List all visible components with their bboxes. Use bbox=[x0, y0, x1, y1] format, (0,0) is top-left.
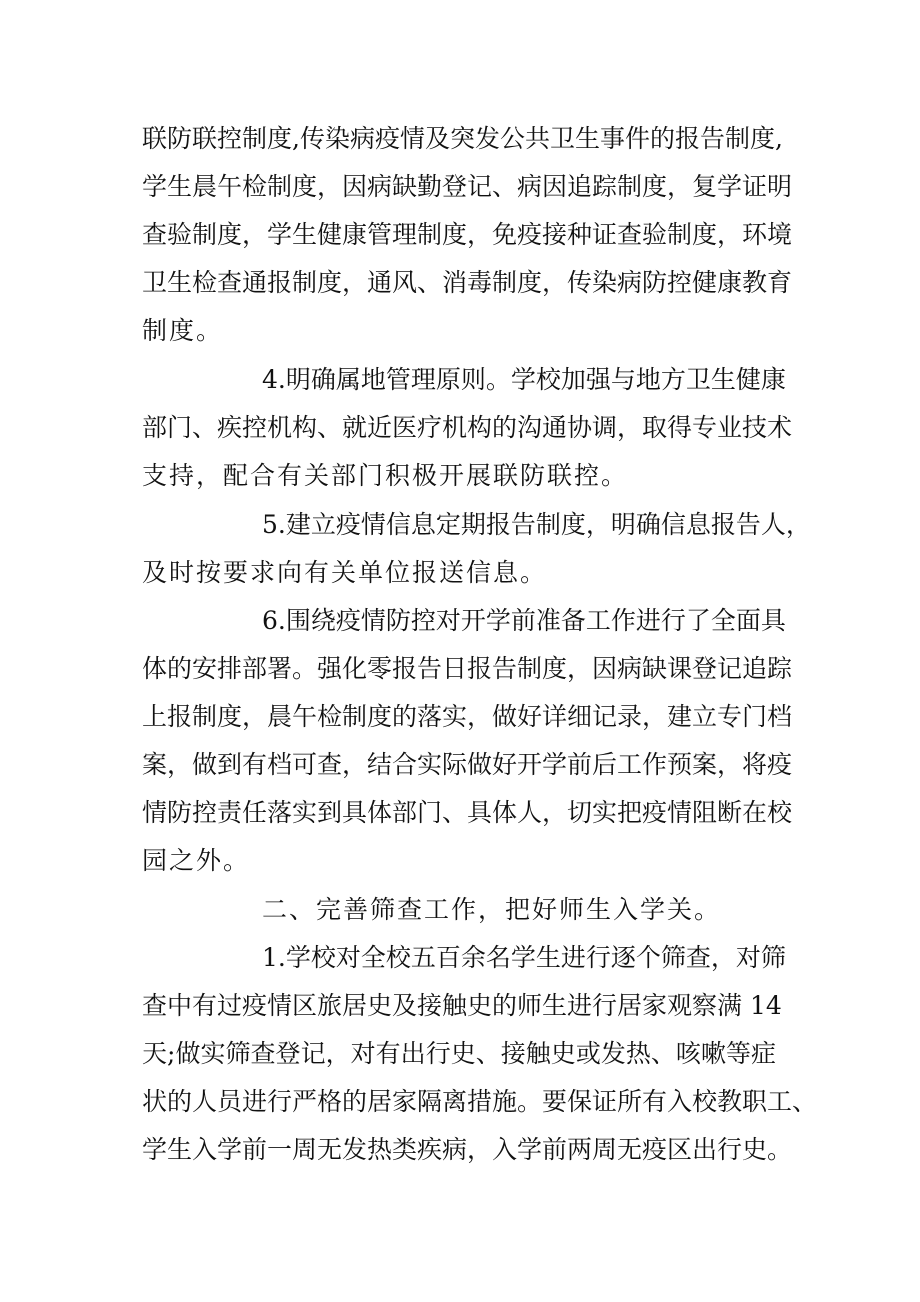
paragraph-6-start: 6.围绕疫情防控对开学前准备工作进行了全面具 bbox=[262, 606, 786, 635]
paragraph-4-start: 4.明确属地管理原则。学校加强与地方卫生健康 bbox=[262, 365, 786, 394]
text-line: 园之外。 bbox=[142, 846, 251, 875]
text-line: 及时按要求向有关单位报送信息。 bbox=[142, 558, 548, 587]
text-line: 状的人员进行严格的居家隔离措施。要保证所有入校教职工、 bbox=[142, 1087, 818, 1116]
paragraph-1-start: 1.学校对全校五百余名学生进行逐个筛查，对筛 bbox=[262, 943, 786, 972]
text-line: 部门、疾控机构、就近医疗机构的沟通协调，取得专业技术 bbox=[142, 413, 793, 442]
paragraph-5-start: 5.建立疫情信息定期报告制度，明确信息报告人， bbox=[262, 510, 811, 539]
text-line: 体的安排部署。强化零报告日报告制度，因病缺课登记追踪 bbox=[142, 654, 793, 683]
text-line: 案，做到有档可查，结合实际做好开学前后工作预案，将疫 bbox=[142, 750, 793, 779]
text-line: 学生入学前一周无发热类疾病，入学前两周无疫区出行史。 bbox=[142, 1135, 793, 1164]
text-line: 情防控责任落实到具体部门、具体人，切实把疫情阻断在校 bbox=[142, 798, 793, 827]
section-heading: 二、完善筛查工作，把好师生入学关。 bbox=[262, 895, 722, 924]
text-line: 查中有过疫情区旅居史及接触史的师生进行居家观察满 14 bbox=[142, 991, 782, 1020]
text-line: 查验制度，学生健康管理制度，免疫接种证查验制度，环境 bbox=[142, 220, 793, 249]
text-line: 制度。 bbox=[142, 316, 224, 345]
text-line: 支持，配合有关部门积极开展联防联控。 bbox=[142, 461, 629, 490]
text-line: 上报制度，晨午检制度的落实，做好详细记录，建立专门档 bbox=[142, 702, 793, 731]
text-line: 天;做实筛查登记，对有出行史、接触史或发热、咳嗽等症 bbox=[142, 1039, 776, 1068]
text-line: 学生晨午检制度，因病缺勤登记、病因追踪制度，复学证明 bbox=[142, 172, 793, 201]
text-line: 联防联控制度,传染病疫情及突发公共卫生事件的报告制度, bbox=[142, 124, 783, 153]
text-line: 卫生检查通报制度，通风、消毒制度，传染病防控健康教育 bbox=[142, 268, 793, 297]
